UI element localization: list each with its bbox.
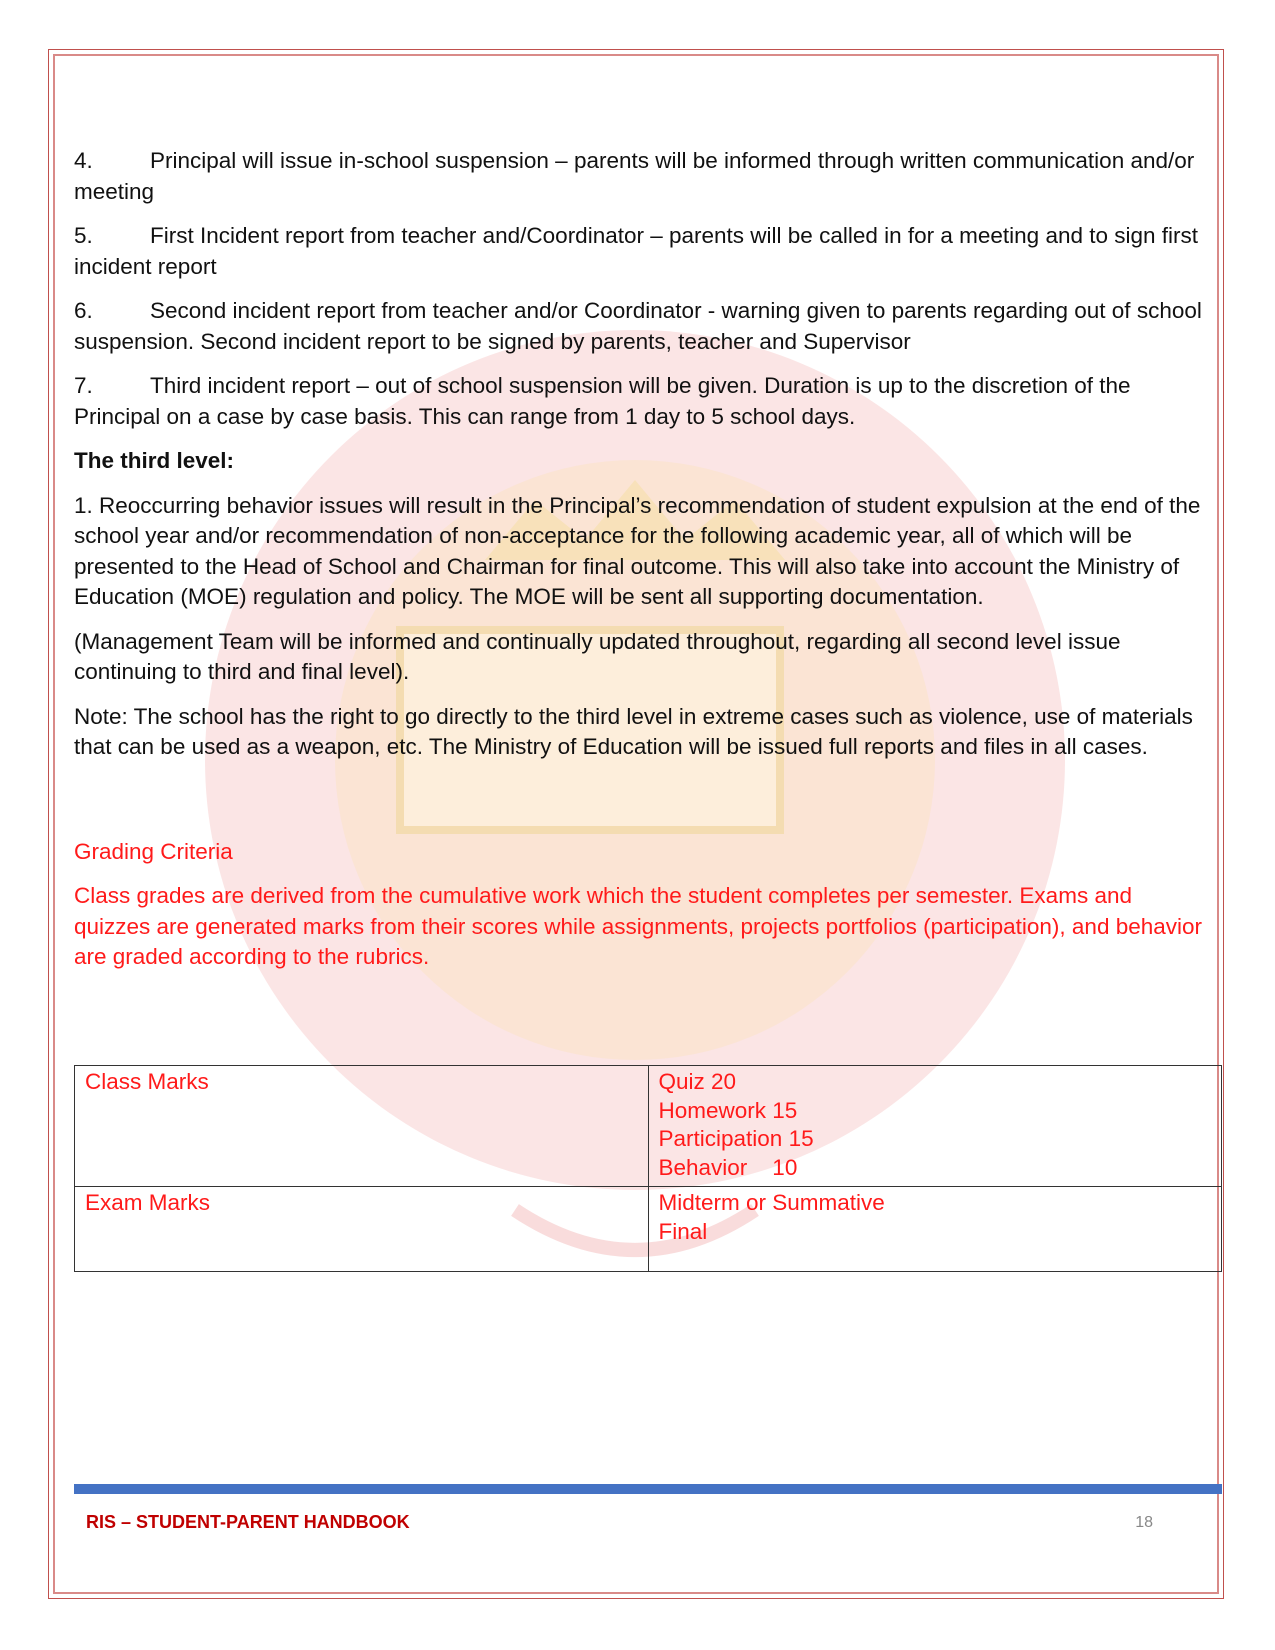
item-number: 6. bbox=[74, 298, 93, 323]
class-marks-items bbox=[648, 1066, 1222, 1187]
table-row bbox=[75, 1187, 1222, 1272]
homework-weight: Homework 15 bbox=[658, 1097, 798, 1123]
management-note: (Management Team will be informed and continually updated throughout, regarding all second level issue continuing to third and final level). bbox=[74, 628, 1121, 684]
grading-marks-table bbox=[74, 1065, 1222, 1272]
numbered-item-7 bbox=[74, 371, 1211, 432]
numbered-item-6 bbox=[74, 296, 1211, 357]
footer-title: RIS – STUDENT-PARENT HANDBOOK bbox=[86, 1512, 410, 1532]
table-row bbox=[75, 1066, 1222, 1187]
item-text: Second incident report from teacher and/or Coordinator - warning given to parents regarding out of school suspension. Second incident report to be signed by parents, teacher and Supervisor bbox=[74, 298, 1202, 354]
page-number: 18 bbox=[1135, 1514, 1153, 1531]
quiz-weight: Quiz 20 bbox=[658, 1069, 737, 1094]
final-item: Final bbox=[658, 1218, 708, 1244]
participation-weight: Participation 15 bbox=[658, 1126, 814, 1151]
item-number: 7. bbox=[74, 373, 93, 398]
midterm-item: Midterm or Summative bbox=[658, 1190, 885, 1215]
numbered-item-4 bbox=[74, 146, 1211, 207]
numbered-item-5 bbox=[74, 221, 1211, 282]
document-body bbox=[74, 146, 1211, 987]
item-number: 4. bbox=[74, 148, 93, 173]
item-text: Third incident report – out of school suspension will be given. Duration is up to the discretion of the Principal on a case by case basis. This can range from 1 day to 5 school days. bbox=[74, 373, 1131, 429]
third-level-heading: The third level: bbox=[74, 448, 235, 473]
exam-marks-items bbox=[648, 1187, 1222, 1272]
behavior-weight: Behavior 10 bbox=[658, 1154, 798, 1180]
footer-divider bbox=[74, 1484, 1222, 1494]
item-text: First Incident report from teacher and/Coordinator – parents will be called in for a meeting and to sign first incident report bbox=[74, 223, 1199, 279]
grading-criteria-description: Class grades are derived from the cumulative work which the student completes per semester. Exams and quizzes are generated marks from their scores while assignments, projects portfolios (participation), and behavior are graded according to the rubrics. bbox=[74, 883, 1203, 969]
item-text: Principal will issue in-school suspension – parents will be informed through written communication and/or meeting bbox=[74, 148, 1195, 204]
grading-criteria-title: Grading Criteria bbox=[74, 838, 233, 864]
exam-marks-label: Exam Marks bbox=[75, 1187, 649, 1272]
item-number: 5. bbox=[74, 223, 93, 248]
class-marks-label: Class Marks bbox=[75, 1066, 649, 1187]
third-level-point-1: 1. Reoccurring behavior issues will result in the Principal’s recommendation of student expulsion at the end of the school year and/or recommendation of non-acceptance for the following academic year, all of which will be presented to the Head of School and Chairman for final outcome. This will also take into account the Ministry of Education (MOE) regulation and policy. The MOE will be sent all supporting documentation. bbox=[74, 492, 1201, 609]
school-right-note: Note: The school has the right to go directly to the third level in extreme cases such as violence, use of materials that can be used as a weapon, etc. The Ministry of Education will be issued full reports and files in all cases. bbox=[74, 703, 1193, 759]
